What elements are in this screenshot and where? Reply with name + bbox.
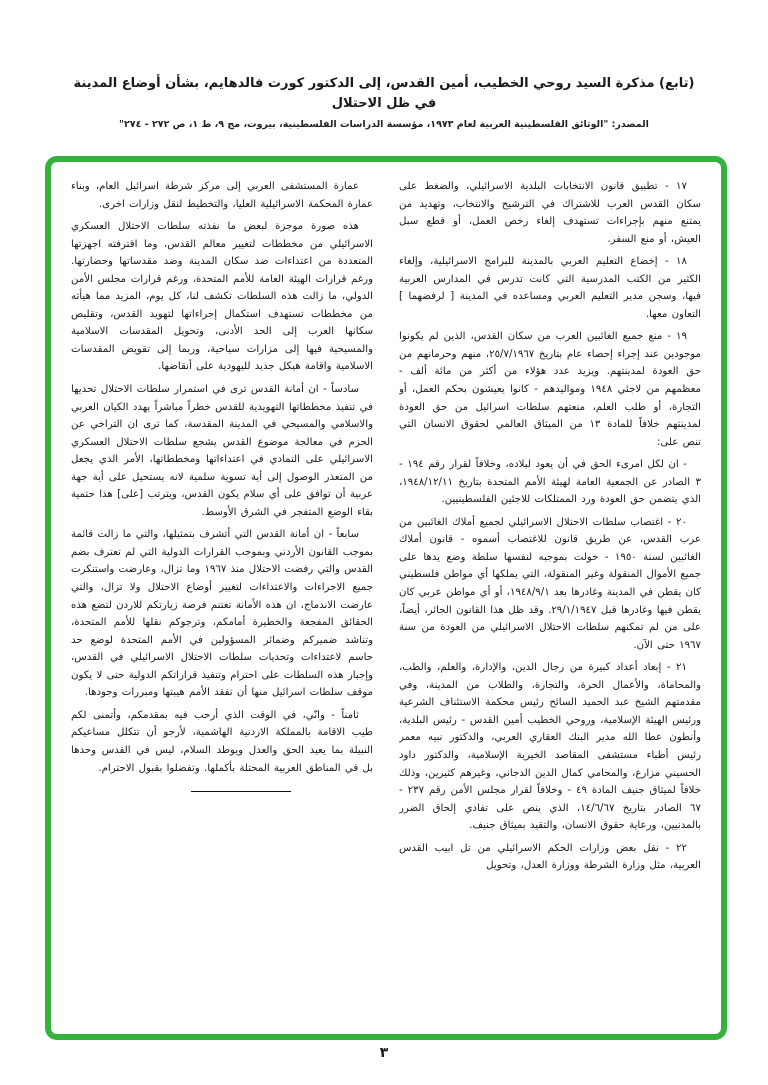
left-column [71,178,373,1020]
two-column-text [71,178,701,1020]
page-title: (تابع) مذكرة السيد روحي الخطيب، أمين القدس، إلى الدكتور كورت فالدهايم، بشأن أوضاع المدينة في ظل الاحتلال [73,76,695,111]
paragraph-item-21: ٢١ - إبعاد أعداد كبيرة من رجال الدين، والإدارة، والعلم، والطب، والمحاماة، والأعمال الحرة، والتجارة، والطلاب من المدينة، وفي مقدمتهم الشيخ عبد الحميد السائح رئيس محكمة الاستئناف الشرعية ورئيس الهيئة الإسلامية، وروحي الخطيب أمين القدس - رئيس البلدية، وأنطون عطا الله مدير البنك العقاري العربي، والدكتور نبيه معمر رئيس أطباء مستشفى المقاصد الخيرية الإسلامية، والدكتور داود الحسيني مزارع، والمحامي كمال الدين الدجاني، وغيرهم كثيرين، وذلك خلافاً لميثاق جنيف المادة ٤٩ - وخلافاً لقرار مجلس الأمن رقم ٢٣٧ - ٦٧ الصادر بتاريخ ١٤/٦/٦٧، الذي ينص على تفادي إلحاق الضرر بالمدنيين، ورعاية حقوق الانسان، والتقيد بميثاق جنيف. [399,662,701,832]
paragraph-item-20: ٢٠ - اغتصاب سلطات الاحتلال الاسرائيلي لجميع أملاك الغائبين من عرب القدس، عن طريق قانون للاغتصاب أسموه - قانون أملاك الغائبين لسنة ١٩٥٠ - خولت بموجبه لنفسها سلطة وضع يدها على جميع الأموال المنقولة وغير المنقولة، التي يملكها أي مواطن فلسطيني كان يقطن في المدينة وغادرها بعد ١٩٤٨/٩/١، أو أي مواطن عربي كان يقطن فيها وغادرها قبل ٢٩/١/١٩٤٧. وقد ظل هذا القانون الجائر، أيضاً، على من لم تمكنهم سلطات الاحتلال الاسرائيلي من العودة من سنة ١٩٦٧ حتى الآن. [399,516,701,651]
green-border-frame [45,156,727,1040]
paragraph-item-22: ٢٢ - نقل بعض وزارات الحكم الاسرائيلي من تل ابيب القدس العربية، مثل وزارة الشرطة ووزارة العدل، وتحويل [399,842,701,872]
paragraph-continuation: عمارة المستشفى العربي إلى مركز شرطة اسرائيل العام، وبناء عمارة المحكمة الاسرائيلية العليا، والتخطيط لنقل وزارات اخرى. [71,181,373,210]
paragraph-sixth: سادساً - ان أمانة القدس ترى في استمرار سلطات الاحتلال تحديها في تنفيذ مخططاتها التهويدية للقدس خطراً مباشراً يهدد الكيان العربي والاسلامي والمسيحي في المدينة المقدسة، كما ترى ان التراخي عن الحزم في معالجة موضوع القدس يشجع سلطات الاحتلال العسكري الاسرائيلي على التمادي في اعتداءاتها ومخططاتها، الأمر الذي يجعل من المتعذر الوصول إلى أية تسوية سلمية لانه يستحيل على أية جهة عربية أن توافق على أي سلام يكون القدس، ويترتب [على] هذا حتمية بقاء الوضع المتفجر في الشرق الأوسط. [71,384,373,518]
paragraph-item-19: ١٩ - منع جميع الغائبين العرب من سكان القدس، الذين لم يكونوا موجودين عند إجراء إحصاء عام بتاريخ ٢٥/٧/١٩٦٧، منهم وحرمانهم من حق العودة لمدينتهم. ويزيد عدد هؤلاء من أكثر من مائة ألف - معظمهم من لاجئي ١٩٤٨ ومواليدهم - كانوا يعيشون بحكم العمل، أو التجارة، أو طلب العلم، منعتهم سلطات اسرائيل من حق العودة لمدينتهم خلافاً للمادة ١٣ من الميثاق العالمي لحقوق الانسان التي تنص على: [399,331,701,448]
paragraph-item-17: ١٧ - تطبيق قانون الانتخابات البلدية الاسرائيلي، والضغط على سكان القدس العرب للاشتراك في الترشيح والانتخاب، وتهديد من يمتنع منهم بإجراءات تستهدف إلغاء رخص العمل، أو قطع سبل العيش، أو منع السفر. [399,181,701,245]
right-column [399,178,701,1020]
paragraph-item-19-sub: - ان لكل امرىء الحق في أن يعود لبلاده، وخلافاً لقرار رقم ١٩٤ - ٣ الصادر عن الجمعية العامة لهيئة الأمم المتحدة بتاريخ ١٩٤٨/١٢/١١، الذي يتضمن حق العودة ورد الممتلكات للاجئين الفلسطينيين. [399,459,701,506]
paragraph-summary: هذه صورة موجزة لبعض ما نفذته سلطات الاحتلال العسكري الاسرائيلي من مخططات لتغيير معالم القدس، وما اقترفته اجهزتها المتعددة من اعتداءات ضد سكان المدينة وضد مقدساتها وحضارتها. ورغم قرارات الهيئة العامة للأمم المتحدة، ورغم قرارات مجلس الأمن الدولي، ما زالت هذه السلطات تكشف لنا، كل يوم، المزيد مما هيأته من مخططات تستهدف استكمال إجراءاتها لتهويد القدس، وتقليص سكانها العرب إلى الحد الأدنى، وتحويل المقدسات الاسلامية والمسيحية فيها إلى مزارات سياحية، وربما إلى تقويض المقدسات الاسلامية واقامة هيكل جديد لليهودية على أنقاضها. [71,221,373,373]
page-number: ٣ [379,1045,389,1061]
paragraph-eighth: ثامناً - وانّي، في الوقت الذي أرحب فيه بمقدمكم، وأتمنى لكم طيب الاقامة بالمملكة الاردنية الهاشمية، لأرجو أن تتكلل مساعيكم النبيلة بما يعيد الحق والعدل ويوطد السلام، ليس في القدس وحدها بل في المناطق العربية المحتلة بأكملها. وتفضلوا بقبول الاحترام. [71,709,373,774]
end-of-text-rule [191,791,291,792]
document-header [0,0,768,130]
paragraph-item-18: ١٨ - إخضاع التعليم العربي بالمدينة للبرامج الاسرائيلية، وإلغاء الكثير من الكتب المدرسية التي كانت تدرس في المدارس العربية فيها، وسجن مدير التعليم العربي ومساعده في المدينة [ لرفضهما ] التعاون معها. [399,256,701,320]
source-line: المصدر: "الوثائق الفلسطينية العربية لعام ١٩٧٣، مؤسسة الدراسات الفلسطينية، بيروت، مج ٩، ط ١، ص ٢٧٢ - ٢٧٤" [119,119,649,130]
paragraph-seventh: سابعاً - ان أمانة القدس التي أتشرف بتمثيلها، والتي ما زالت قائمة بموجب القانون الأردني وبموجب القرارات الدولية التي لم تعترف بضم القدس والتي رفضت الاحتلال منذ ١٩٦٧ وما تزال، وعارضت واستنكرت جميع الاجراءات والاعتداءات لتغيير أوضاع الاحتلال ولا تزال، والتي عارضت الاندماج، ان هذه الأمانة تغتنم فرصة زيارتكم للاردن لتضع هذه الحقائق المفجعة والخطيرة أمامكم، وترجوكم نقلها للأمم المتحدة، وتناشد ضميركم وضمائر المسؤولين في الأمم المتحدة لوضع حد حاسم لاعتداءات وتحديات سلطات الاحتلال الاسرائيلي في القدس، وإجبار هذه السلطات على احترام وتنفيذ قراراتكم الدولية حتى لا يكون موقف سلطات اسرائيل منها أن تفقد الأمم هيبتها ومبررات وجودها. [71,529,373,699]
